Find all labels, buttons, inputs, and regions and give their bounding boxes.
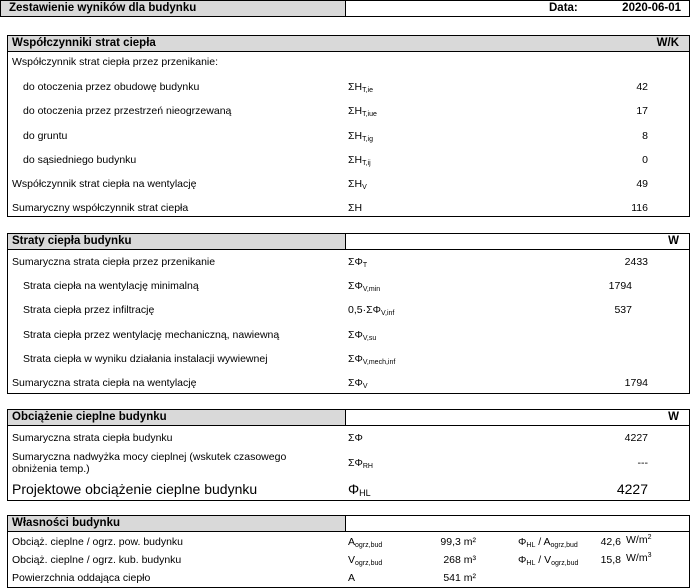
- row-label: Sumaryczna nadwyżka mocy cieplnej (wskutek czasowego: [12, 451, 287, 463]
- row-label: Sumaryczny współczynnik strat ciepła: [12, 202, 189, 214]
- row-value: 49: [636, 178, 648, 190]
- section-heat-loss-coefficients-header: [7, 35, 690, 52]
- row-symbol: ΣΦ: [348, 432, 363, 444]
- row-label: Strata ciepła przez infiltrację: [23, 304, 155, 316]
- row-value: 116: [631, 202, 648, 214]
- row-label: Strata ciepła w wyniku działania instalacji wywiewnej: [23, 353, 268, 365]
- section-heat-loss-coefficients: [7, 51, 690, 217]
- row-value: 268 m³: [443, 554, 476, 566]
- date-cell: [345, 0, 690, 17]
- section-heat-load: [7, 425, 690, 501]
- row-label: Współczynnik strat ciepła na wentylację: [12, 178, 197, 190]
- row-label: do otoczenia przez obudowę budynku: [23, 81, 200, 93]
- row-label: do sąsiedniego budynku: [23, 154, 137, 166]
- section-title: Obciążenie cieplne budynku: [12, 411, 167, 423]
- row-label-continued: obniżenia temp.): [12, 463, 90, 475]
- row-symbol: $\Sigma\Phi_{V,su}$: [348, 329, 377, 342]
- ratio-value: 42,6: [600, 536, 621, 548]
- section-building-properties-header: [7, 515, 690, 532]
- row-label: Powierzchnia oddająca ciepło: [12, 572, 151, 584]
- ratio-symbol: $\Phi_{HL} / A_{ogrz,bud}$: [518, 536, 578, 549]
- section-heat-load-header: [7, 409, 690, 426]
- row-value: 4227: [624, 432, 648, 444]
- row-label: Sumaryczna strata ciepła budynku: [12, 432, 173, 444]
- design-heat-load-symbol: $\Phi_{HL}$: [348, 481, 371, 498]
- row-value: 17: [636, 105, 648, 117]
- section-title: Współczynniki strat ciepła: [12, 37, 156, 49]
- row-value: 537: [614, 304, 632, 316]
- row-value: 8: [642, 130, 648, 142]
- ratio-unit: $W/m^3$: [626, 552, 652, 564]
- section-unit: W: [668, 235, 679, 247]
- row-symbol: $V_{ogrz,bud}$: [348, 554, 383, 567]
- row-symbol: $\Sigma H_{T,iue}$: [348, 105, 377, 118]
- design-heat-load-value: 4227: [616, 481, 648, 497]
- row-label: do otoczenia przez przestrzeń nieogrzewaną: [23, 105, 232, 117]
- ratio-value: 15,8: [600, 554, 621, 566]
- row-symbol: $\Sigma H_{T,ie}$: [348, 81, 373, 94]
- row-label: Strata ciepła na wentylację minimalną: [23, 280, 199, 292]
- row-value: 541 m²: [443, 572, 476, 584]
- row-symbol: $\Sigma H_V$: [348, 178, 367, 191]
- section-building-heat-loss: [7, 249, 690, 394]
- row-symbol: ΣH: [348, 202, 363, 214]
- row-value: 1794: [624, 377, 648, 389]
- row-label: do gruntu: [23, 130, 68, 142]
- row-symbol: A: [348, 572, 356, 584]
- row-value: 0: [642, 154, 648, 166]
- section-building-heat-loss-header: [7, 233, 690, 250]
- section-title: Straty ciepła budynku: [12, 235, 132, 247]
- section-title: Własności budynku: [12, 517, 120, 529]
- row-symbol: $\Sigma\Phi_T$: [348, 256, 368, 269]
- row-value: 2433: [624, 256, 648, 268]
- row-symbol: $\Sigma\Phi_{V,min}$: [348, 280, 381, 293]
- row-symbol: $0,5\cdot\Sigma\Phi_{V,inf}$: [348, 304, 395, 317]
- row-label: Sumaryczna strata ciepła na wentylację: [12, 377, 197, 389]
- section-unit: W/K: [656, 37, 679, 49]
- report-header: [0, 0, 690, 17]
- report-title: Zestawienie wyników dla budynku: [9, 2, 197, 14]
- row-value: 99,3 m²: [440, 536, 476, 548]
- row-label: Obciąż. cieplne / ogrz. pow. budynku: [12, 536, 184, 548]
- row-symbol: $\Sigma H_{T,ig}$: [348, 130, 373, 143]
- date-value: 2020-06-01: [622, 2, 681, 14]
- section-building-properties: [7, 531, 690, 588]
- row-value: ---: [637, 457, 648, 469]
- design-heat-load-label: Projektowe obciążenie cieplne budynku: [12, 481, 258, 497]
- ratio-symbol: $\Phi_{HL} / V_{ogrz,bud}$: [518, 554, 579, 567]
- row-symbol: $\Sigma\Phi_V$: [348, 377, 368, 390]
- row-symbol: $\Sigma\Phi_{V,mech,inf}$: [348, 353, 396, 366]
- row-symbol: $A_{ogrz,bud}$: [348, 536, 383, 549]
- section-unit: W: [668, 411, 679, 423]
- row-label: Strata ciepła przez wentylację mechaniczną, nawiewną: [23, 329, 280, 341]
- date-label: Data:: [549, 2, 578, 14]
- row-symbol: $\Sigma\Phi_{RH}$: [348, 457, 373, 470]
- row-symbol: $\Sigma H_{T,ij}$: [348, 154, 371, 167]
- row-label: Obciąż. cieplne / ogrz. kub. budynku: [12, 554, 182, 566]
- row-label: Sumaryczna strata ciepła przez przenikanie: [12, 256, 216, 268]
- row-value: 42: [636, 81, 648, 93]
- intro-label: Współczynnik strat ciepła przez przenikanie:: [12, 56, 219, 68]
- row-value: 1794: [608, 280, 632, 292]
- ratio-unit: $W/m^2$: [626, 534, 652, 546]
